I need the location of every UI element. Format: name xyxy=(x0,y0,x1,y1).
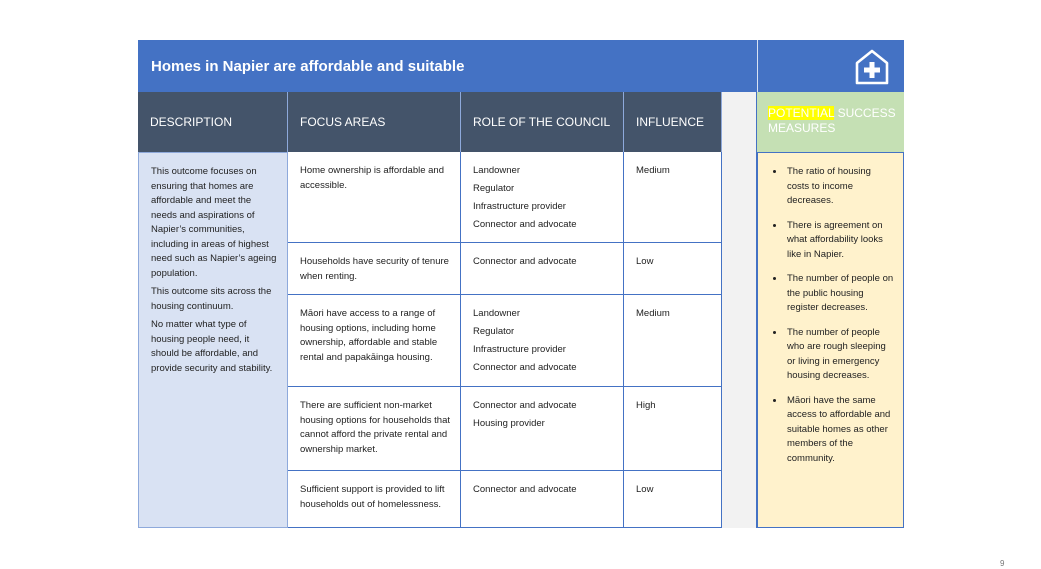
description-paragraph: No matter what type of housing people need, it should be affordable, and provide security and stability. xyxy=(151,319,273,374)
table-row xyxy=(288,471,722,528)
header-description: DESCRIPTION xyxy=(138,92,288,152)
influence-cell: Low xyxy=(624,243,722,294)
role-item: Housing provider xyxy=(473,418,545,429)
focus-area-cell: Home ownership is affordable and accessible. xyxy=(288,152,461,242)
table-row xyxy=(288,243,722,295)
table-row xyxy=(288,387,722,471)
slide xyxy=(138,40,904,528)
success-measure-item: • The number of people on the public housing register decreases. xyxy=(785,272,895,316)
influence-cell: High xyxy=(624,387,722,470)
header-success-text: SUCCESS MEASURES xyxy=(768,106,896,135)
influence-cell: Medium xyxy=(624,152,722,242)
table-row xyxy=(288,152,722,243)
description-paragraph: This outcome sits across the housing continuum. xyxy=(151,286,272,312)
role-item: Connector and advocate xyxy=(473,484,577,495)
focus-area-cell: Households have security of tenure when renting. xyxy=(288,243,461,294)
focus-area-cell: Māori have access to a range of housing options, including home ownership, affordable and stable rental and papakāinga housing. xyxy=(288,295,461,386)
table-row xyxy=(288,295,722,387)
role-item: Connector and advocate xyxy=(473,219,577,230)
success-measure-item: • The ratio of housing costs to income decreases. xyxy=(785,165,895,209)
description-paragraph: This outcome focuses on ensuring that homes are affordable and meet the needs and aspirations of Napier’s communities, including in areas of highest need such as Napier’s ageing population. xyxy=(151,166,277,279)
role-item: Infrastructure provider xyxy=(473,201,566,212)
icon-cell xyxy=(757,40,904,92)
role-item: Landowner xyxy=(473,308,521,319)
role-cell xyxy=(461,243,624,294)
success-measure-item: • There is agreement on what affordability looks like in Napier. xyxy=(785,219,895,263)
role-item: Regulator xyxy=(473,326,515,337)
influence-cell: Low xyxy=(624,471,722,527)
success-measures-list xyxy=(758,165,895,466)
role-item: Connector and advocate xyxy=(473,256,577,267)
role-cell xyxy=(461,295,624,386)
header-success-measures xyxy=(757,92,904,152)
highlighted-word: POTENTIAL xyxy=(768,106,835,120)
page-title: Homes in Napier are affordable and suitable xyxy=(138,40,757,92)
success-measure-item: • Māori have the same access to affordable and suitable homes as other members of the community. xyxy=(785,394,895,467)
role-item: Landowner xyxy=(473,165,521,176)
header-influence: INFLUENCE xyxy=(624,92,722,152)
role-item: Regulator xyxy=(473,183,515,194)
focus-area-cell: There are sufficient non-market housing options for households that cannot afford the private rental and ownership market. xyxy=(288,387,461,470)
page-number: 9 xyxy=(1000,559,1005,568)
influence-cell: Medium xyxy=(624,295,722,386)
header-spacer xyxy=(722,92,757,152)
role-item: Connector and advocate xyxy=(473,362,577,373)
spacer-column xyxy=(722,152,757,528)
header-focus-areas: FOCUS AREAS xyxy=(288,92,461,152)
success-measure-item: • The number of people who are rough sleeping or living in emergency housing decreases. xyxy=(785,326,895,384)
focus-area-cell: Sufficient support is provided to lift households out of homelessness. xyxy=(288,471,461,527)
role-cell xyxy=(461,387,624,470)
role-cell xyxy=(461,152,624,242)
header-role: ROLE OF THE COUNCIL xyxy=(461,92,624,152)
house-plus-icon xyxy=(854,48,890,86)
role-item: Connector and advocate xyxy=(473,400,577,411)
role-item: Infrastructure provider xyxy=(473,344,566,355)
description-column xyxy=(138,152,288,528)
role-cell xyxy=(461,471,624,527)
success-measures-column xyxy=(757,152,904,528)
